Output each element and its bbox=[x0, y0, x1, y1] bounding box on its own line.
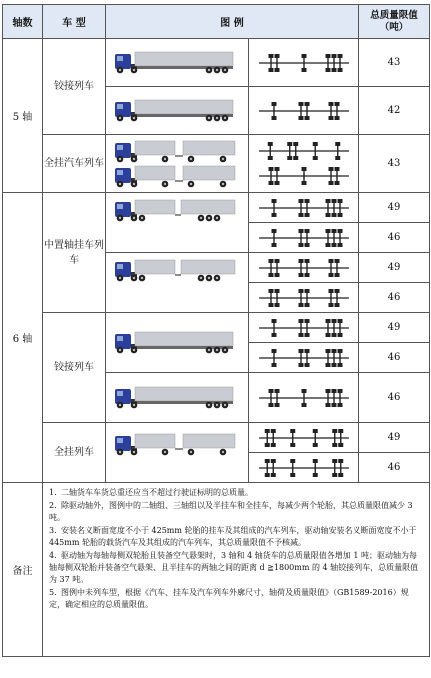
axle-diagram bbox=[249, 253, 359, 283]
axle-layout-icon bbox=[254, 195, 354, 221]
table-row bbox=[3, 135, 430, 193]
truck-illustration bbox=[106, 373, 249, 423]
vehicle-type-cell: 全挂汽车列车 bbox=[43, 135, 106, 193]
header-axle-count: 轴数 bbox=[3, 5, 43, 39]
remark-item bbox=[49, 550, 424, 586]
remark-number: 3. bbox=[49, 526, 57, 535]
header-illustration: 图 例 bbox=[106, 5, 359, 39]
remark-number: 1. bbox=[49, 488, 57, 497]
axle-layout-icon bbox=[254, 225, 354, 251]
remark-item bbox=[49, 587, 424, 611]
remark-text: 安装名义断面宽度不小于 425mm 轮胎的挂车及其组成的汽车列车，驱动轴安装名义断面宽度不小于 445mm 轮胎的载货汽车及其组成的汽车列车，其总质量限值不予核减。 bbox=[49, 526, 417, 547]
table-row bbox=[3, 39, 430, 87]
vehicle-type-cell: 中置轴挂车列车 bbox=[43, 193, 106, 313]
mass-limit-value: 49 bbox=[359, 313, 430, 343]
mass-limit-value: 43 bbox=[359, 135, 430, 193]
axle-cell-5: 5 轴 bbox=[3, 39, 43, 193]
mass-limit-value: 49 bbox=[359, 193, 430, 223]
mass-limit-value: 46 bbox=[359, 223, 430, 253]
axle-layout-icon bbox=[254, 315, 354, 341]
axle-diagram bbox=[249, 373, 359, 423]
axle-cell-6: 6 轴 bbox=[3, 193, 43, 483]
axle-layout-icon bbox=[254, 255, 354, 281]
header-mass-limit: 总质量限值（吨） bbox=[359, 5, 430, 39]
remark-number: 4. bbox=[49, 551, 57, 560]
remark-number: 5. bbox=[49, 588, 57, 597]
remark-item bbox=[49, 525, 424, 549]
axle-diagram bbox=[249, 283, 359, 313]
mass-limit-table bbox=[2, 4, 430, 657]
axle-diagram bbox=[249, 39, 359, 87]
truck-illustration bbox=[106, 39, 249, 87]
semi-trailer-truck-icon bbox=[111, 44, 243, 82]
vehicle-type-cell: 铰接列车 bbox=[43, 39, 106, 135]
remarks-label: 备注 bbox=[3, 483, 43, 657]
vehicle-type-cell: 铰接列车 bbox=[43, 313, 106, 423]
mass-limit-value: 46 bbox=[359, 343, 430, 373]
axle-layout-icon bbox=[254, 345, 354, 371]
remarks-row bbox=[3, 483, 430, 657]
axle-layout-icon bbox=[254, 139, 354, 189]
mass-limit-value: 46 bbox=[359, 453, 430, 483]
remark-text: 图例中未列车型，根据《汽车、挂车及汽车列车外廓尺寸、轴荷及质量限值》（GB1589-2016）规定，确定相应的总质量限值。 bbox=[49, 588, 409, 609]
full-trailer-truck-icon bbox=[111, 138, 243, 190]
header-vehicle-type: 车 型 bbox=[43, 5, 106, 39]
axle-diagram bbox=[249, 135, 359, 193]
semi-trailer-truck-icon bbox=[111, 92, 243, 130]
axle-diagram bbox=[249, 223, 359, 253]
truck-illustration bbox=[106, 135, 249, 193]
remark-text: 二轴货车车货总重还应当不超过行驶证标明的总质量。 bbox=[61, 488, 253, 497]
mass-limit-value: 46 bbox=[359, 373, 430, 423]
semi-trailer-truck-icon bbox=[111, 321, 243, 365]
remark-text: 驱动轴为每轴每侧双轮胎且装备空气悬架时，3 轴和 4 轴货车的总质量限值各增加 1 吨；驱动轴为每轴每侧双轮胎并装备空气悬架、且半挂车的两轴之间的距离 d ≧1800mm 的 4 轴铰接列车，总质量限值为 37 吨。 bbox=[49, 551, 419, 584]
axle-layout-icon bbox=[254, 425, 354, 451]
axle-layout-icon bbox=[254, 285, 354, 311]
truck-illustration bbox=[106, 423, 249, 483]
remark-item bbox=[49, 487, 424, 499]
center-axle-trailer-truck-icon bbox=[111, 197, 243, 249]
remarks-list bbox=[43, 483, 430, 657]
table-row bbox=[3, 313, 430, 343]
mass-limit-value: 42 bbox=[359, 87, 430, 135]
full-trailer-truck-icon bbox=[111, 431, 243, 475]
mass-limit-value: 43 bbox=[359, 39, 430, 87]
remark-number: 2. bbox=[49, 501, 57, 510]
table-row bbox=[3, 423, 430, 453]
axle-layout-icon bbox=[254, 96, 354, 126]
mass-limit-value: 46 bbox=[359, 283, 430, 313]
axle-diagram bbox=[249, 423, 359, 453]
axle-diagram bbox=[249, 343, 359, 373]
truck-illustration bbox=[106, 193, 249, 253]
axle-diagram bbox=[249, 453, 359, 483]
truck-illustration bbox=[106, 313, 249, 373]
axle-diagram bbox=[249, 193, 359, 223]
remark-item bbox=[49, 500, 424, 524]
axle-layout-icon bbox=[254, 455, 354, 481]
truck-illustration bbox=[106, 253, 249, 313]
table-row bbox=[3, 193, 430, 223]
mass-limit-value: 49 bbox=[359, 253, 430, 283]
mass-limit-value: 49 bbox=[359, 423, 430, 453]
axle-layout-icon bbox=[254, 383, 354, 413]
remark-text: 除驱动轴外，图例中的二轴组、三轴组以及半挂车和全挂车，每减少两个轮胎，其总质量限值减少 3 吨。 bbox=[49, 501, 413, 522]
center-axle-trailer-truck-icon bbox=[111, 257, 243, 309]
truck-illustration bbox=[106, 87, 249, 135]
axle-diagram bbox=[249, 313, 359, 343]
vehicle-type-cell: 全挂列车 bbox=[43, 423, 106, 483]
table-header-row bbox=[3, 5, 430, 39]
axle-layout-icon bbox=[254, 48, 354, 78]
semi-trailer-truck-icon bbox=[111, 378, 243, 418]
axle-diagram bbox=[249, 87, 359, 135]
